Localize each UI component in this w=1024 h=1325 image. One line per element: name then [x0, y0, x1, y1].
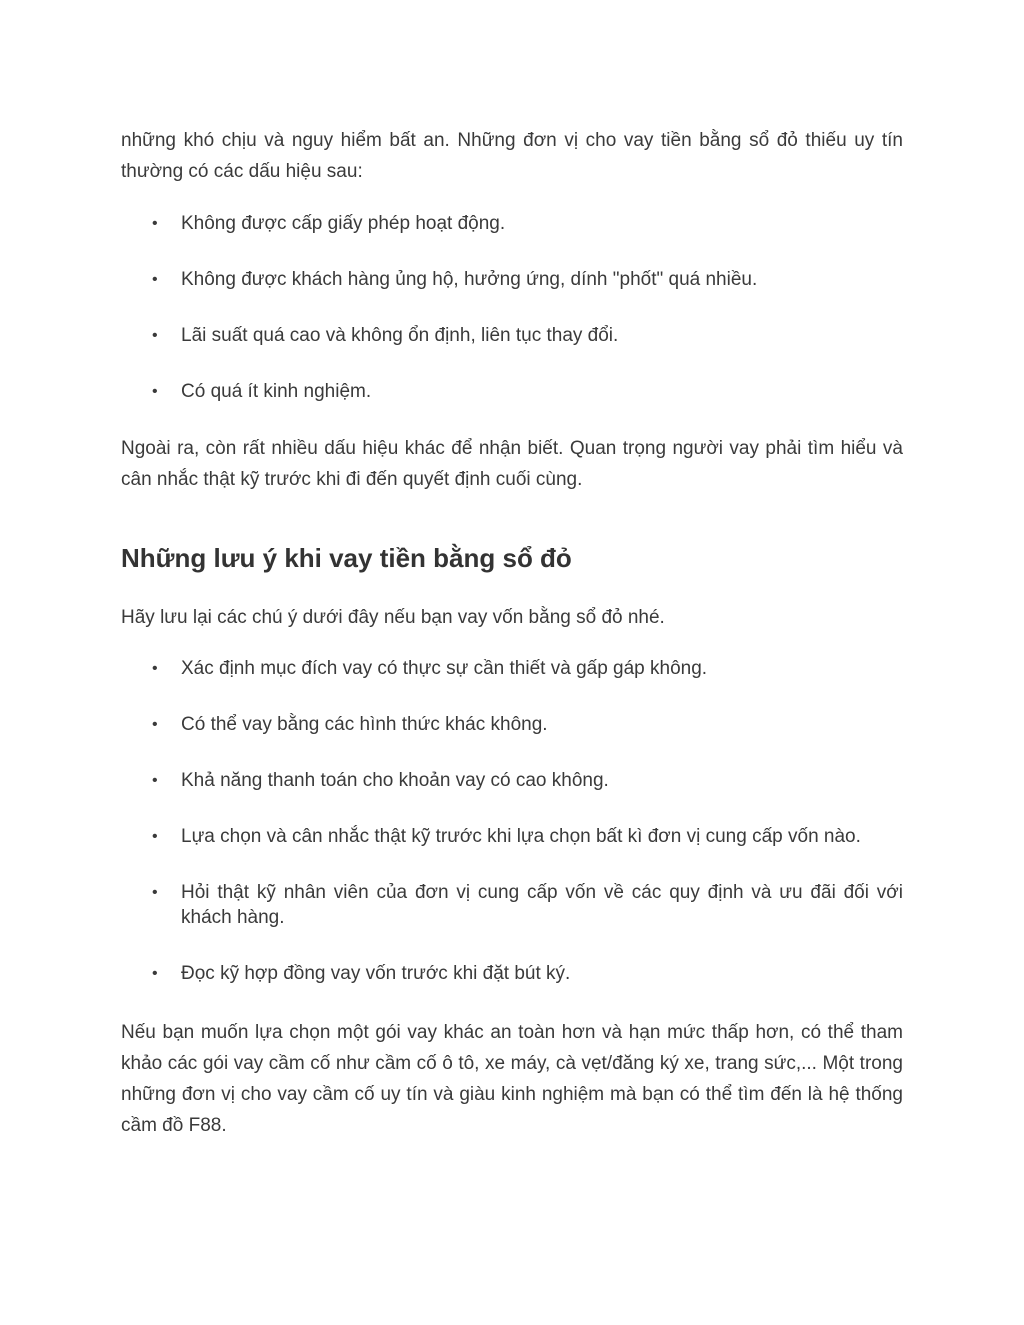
list-item	[121, 824, 903, 849]
list-item	[121, 768, 903, 793]
section-intro-paragraph: Hãy lưu lại các chú ý dưới đây nếu bạn vay vốn bằng sổ đỏ nhé.	[121, 607, 665, 628]
list-item-text: Xác định mục đích vay có thực sự cần thiết và gấp gáp không.	[181, 658, 708, 679]
summary-paragraph: Ngoài ra, còn rất nhiều dấu hiệu khác để nhận biết. Quan trọng người vay phải tìm hiểu và cân nhắc thật kỹ trước khi đi đến quyết định cuối cùng.	[121, 438, 903, 490]
list-item-text: Không được cấp giấy phép hoạt động.	[181, 213, 506, 234]
bullet-icon: •	[152, 828, 158, 845]
list-item-text: Có thể vay bằng các hình thức khác không.	[181, 714, 548, 735]
bullet-icon: •	[152, 772, 158, 789]
bullet-icon: •	[152, 383, 158, 400]
list-item	[121, 379, 903, 404]
bullet-icon: •	[152, 215, 158, 232]
list-item	[121, 712, 903, 737]
closing-paragraph: Nếu bạn muốn lựa chọn một gói vay khác an toàn hơn và hạn mức thấp hơn, có thể tham khảo các gói vay cầm cố như cầm cố ô tô, xe máy, cà vẹt/đăng ký xe, trang sức,... Một trong những đơn vị cho vay cầm cố uy tín và giàu kinh nghiệm mà bạn có thể tìm đến là hệ thống cầm đồ F88.	[121, 1022, 903, 1136]
bullet-icon: •	[152, 884, 158, 901]
bullet-icon: •	[152, 716, 158, 733]
bullet-icon: •	[152, 327, 158, 344]
notes-list	[121, 656, 903, 1017]
bullet-icon: •	[152, 660, 158, 677]
list-item-text: Không được khách hàng ủng hộ, hưởng ứng, dính "phốt" quá nhiều.	[181, 269, 758, 290]
list-item	[121, 656, 903, 681]
list-item-text: Lãi suất quá cao và không ổn định, liên tục thay đổi.	[181, 325, 619, 346]
warning-signs-list	[121, 211, 903, 435]
section-heading: Những lưu ý khi vay tiền bằng sổ đỏ	[121, 543, 572, 573]
bullet-icon: •	[152, 271, 158, 288]
list-item-text: Khả năng thanh toán cho khoản vay có cao không.	[181, 770, 609, 791]
list-item	[121, 211, 903, 236]
list-item	[121, 323, 903, 348]
intro-paragraph: những khó chịu và nguy hiểm bất an. Những đơn vị cho vay tiền bằng sổ đỏ thiếu uy tín thường có các dấu hiệu sau:	[121, 130, 903, 182]
list-item-text: Hỏi thật kỹ nhân viên của đơn vị cung cấp vốn về các quy định và ưu đãi đối với khách hàng.	[181, 882, 903, 928]
bullet-icon: •	[152, 965, 158, 982]
list-item	[121, 880, 903, 930]
list-item	[121, 961, 903, 986]
list-item	[121, 267, 903, 292]
list-item-text: Có quá ít kinh nghiệm.	[181, 381, 372, 402]
list-item-text: Lựa chọn và cân nhắc thật kỹ trước khi lựa chọn bất kì đơn vị cung cấp vốn nào.	[181, 826, 861, 847]
list-item-text: Đọc kỹ hợp đồng vay vốn trước khi đặt bút ký.	[181, 963, 571, 984]
